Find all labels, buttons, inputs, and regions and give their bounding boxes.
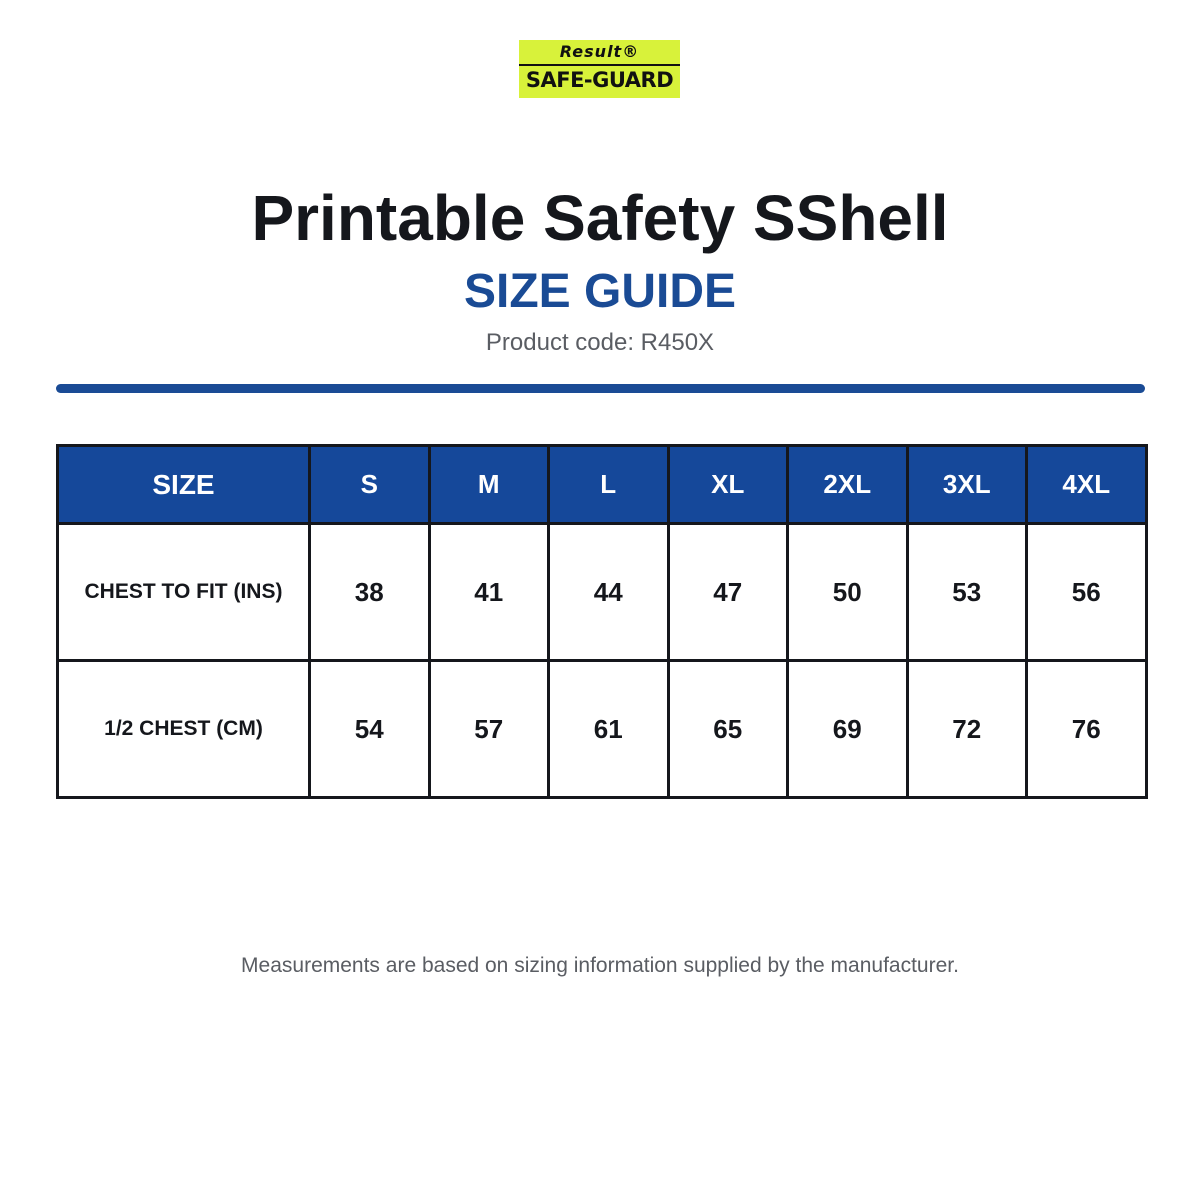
table-cell: 65	[668, 661, 788, 798]
footnote: Measurements are based on sizing information supplied by the manufacturer.	[241, 954, 959, 977]
row-label-chest-ins: CHEST TO FIT (INS)	[58, 524, 310, 661]
table-header-row	[58, 446, 1147, 524]
table-row	[58, 524, 1147, 661]
header-cell-3xl: 3XL	[907, 446, 1027, 524]
row-label-half-chest-cm: 1/2 CHEST (CM)	[58, 661, 310, 798]
page-subtitle: SIZE GUIDE	[463, 265, 737, 318]
header-cell-2xl: 2XL	[788, 446, 908, 524]
table-cell: 44	[549, 524, 669, 661]
table-cell: 47	[668, 524, 788, 661]
logo-divider	[519, 64, 680, 66]
product-code: Product code: R450X	[485, 329, 715, 356]
header-cell-m: M	[429, 446, 549, 524]
table-cell: 57	[429, 661, 549, 798]
table-cell: 76	[1027, 661, 1147, 798]
brand-logo	[519, 40, 680, 98]
table-cell: 72	[907, 661, 1027, 798]
table-cell: 61	[549, 661, 669, 798]
header-cell-s: S	[310, 446, 430, 524]
logo-brand-text: Result®	[559, 42, 640, 61]
table-cell: 38	[310, 524, 430, 661]
table-cell: 53	[907, 524, 1027, 661]
header-cell-l: L	[549, 446, 669, 524]
logo-sub-text: SAFE-GUARD	[525, 68, 674, 92]
header-cell-4xl: 4XL	[1027, 446, 1147, 524]
table-cell: 54	[310, 661, 430, 798]
header-cell-size: SIZE	[58, 446, 310, 524]
header-cell-xl: XL	[668, 446, 788, 524]
page-title: Printable Safety SShell	[251, 182, 949, 254]
table-cell: 56	[1027, 524, 1147, 661]
table-row	[58, 661, 1147, 798]
size-table	[56, 444, 1148, 799]
table-cell: 41	[429, 524, 549, 661]
divider-rule	[56, 384, 1145, 393]
table-cell: 69	[788, 661, 908, 798]
table-cell: 50	[788, 524, 908, 661]
